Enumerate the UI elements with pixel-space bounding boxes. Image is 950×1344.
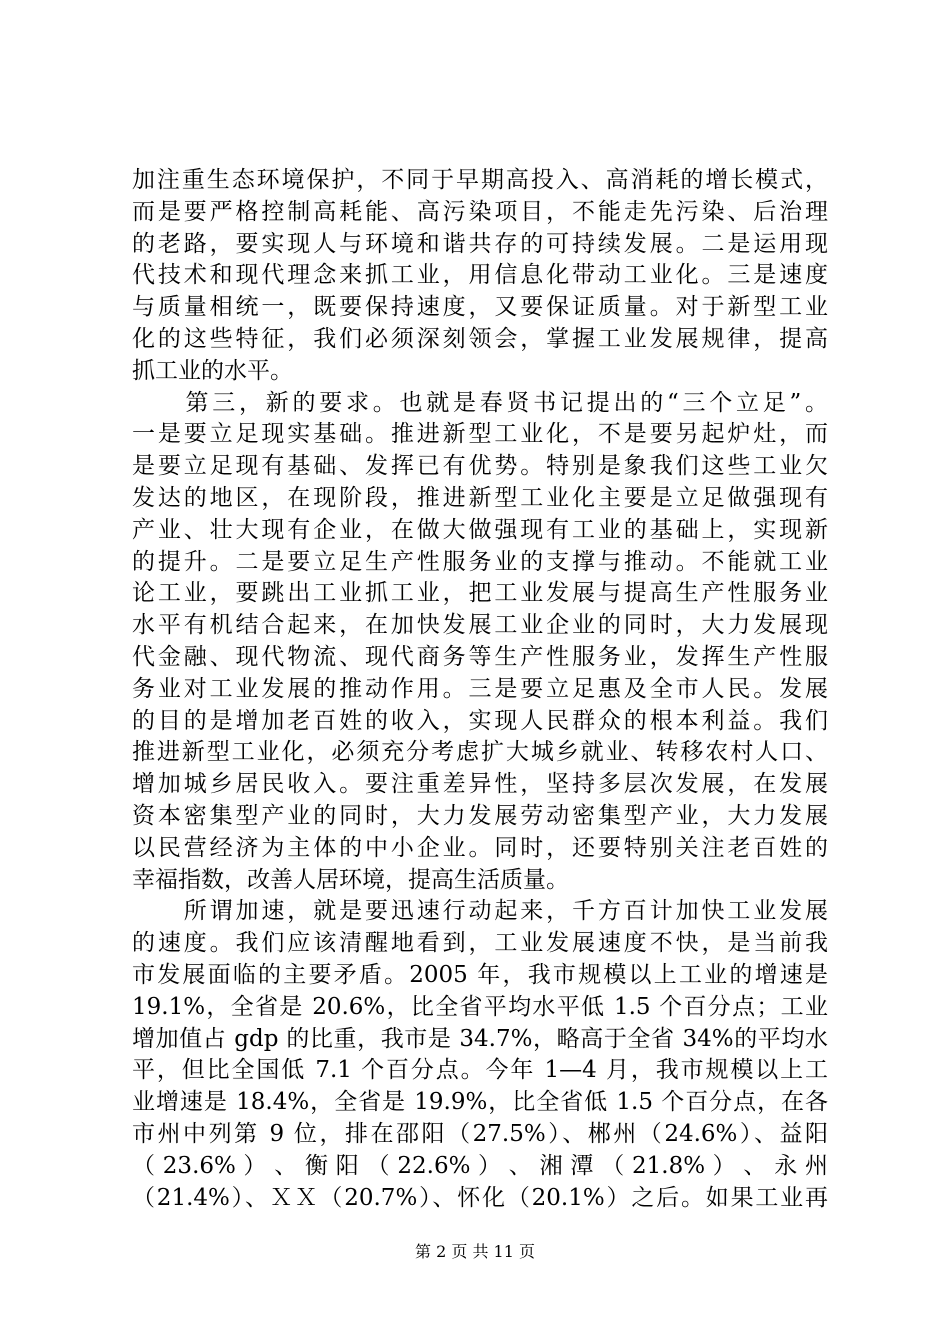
text-line: 市发展面临的主要矛盾。2005 年，我市规模以上工业的增速是 (132, 961, 828, 988)
text-line: （ 23.6% ） 、 衡 阳 （ 22.6% ） 、 湘 潭 （ 21.8% ） 、 永 州 (132, 1152, 828, 1179)
text-line: 代金融、现代物流、现代商务等生产性服务业，发挥生产性服 (132, 643, 828, 670)
text-line: 与质量相统一，既要保持速度，又要保证质量。对于新型工业 (132, 294, 828, 321)
text-line: 资本密集型产业的同时，大力发展劳动密集型产业，大力发展 (132, 802, 828, 829)
body-text (132, 165, 828, 1214)
text-line: 水平有机结合起来，在加快发展工业企业的同时，大力发展现 (132, 612, 828, 639)
text-line: 代技术和现代理念来抓工业，用信息化带动工业化。三是速度 (132, 262, 828, 289)
text-line: 加注重生态环境保护，不同于早期高投入、高消耗的增长模式， (132, 167, 828, 193)
text-line: 第三，新的要求。也就是春贤书记提出的“三个立足”。 (132, 389, 828, 416)
text-line: 的老路，要实现人与环境和谐共存的可持续发展。二是运用现 (132, 230, 828, 257)
text-line: 增加值占 gdp 的比重，我市是 34.7%，略高于全省 34%的平均水 (132, 1025, 828, 1052)
text-line: 的提升。二是要立足生产性服务业的支撑与推动。不能就工业 (132, 548, 828, 575)
text-line: 一是要立足现实基础。推进新型工业化，不是要另起炉灶，而 (132, 421, 828, 448)
text-line: 平，但比全国低 7.1 个百分点。今年 1—4 月，我市规模以上工 (132, 1057, 828, 1084)
text-line: （21.4%）、ＸＸ（20.7%）、怀化（20.1%）之后。如果工业再 (132, 1184, 828, 1211)
text-line: 化的这些特征，我们必须深刻领会，掌握工业发展规律，提高 (132, 325, 828, 352)
text-line: 推进新型工业化，必须充分考虑扩大城乡就业、转移农村人口、 (132, 739, 828, 766)
page-footer: 第 2 页 共 11 页 (415, 1242, 535, 1261)
text-line: 以民营经济为主体的中小企业。同时，还要特别关注老百姓的 (132, 834, 828, 861)
text-line: 业增速是 18.4%，全省是 19.9%，比全省低 1.5 个百分点，在各 (132, 1089, 828, 1116)
text-line: 务业对工业发展的推动作用。三是要立足惠及全市人民。发展 (132, 675, 828, 702)
text-line: 发达的地区，在现阶段，推进新型工业化主要是立足做强现有 (132, 484, 828, 511)
text-line: 增加城乡居民收入。要注重差异性，坚持多层次发展，在发展 (132, 771, 828, 798)
text-line: 抓工业的水平。 (132, 357, 293, 384)
text-line: 是要立足现有基础、发挥已有优势。特别是象我们这些工业欠 (132, 453, 828, 480)
text-line: 论工业，要跳出工业抓工业，把工业发展与提高生产性服务业 (132, 580, 828, 607)
text-line: 的目的是增加老百姓的收入，实现人民群众的根本利益。我们 (132, 707, 828, 734)
text-line: 19.1%，全省是 20.6%，比全省平均水平低 1.5 个百分点；工业 (132, 993, 828, 1020)
text-line: 市州中列第 9 位，排在邵阳（27.5%）、郴州（24.6%）、益阳 (132, 1120, 828, 1147)
text-line: 幸福指数，改善人居环境，提高生活质量。 (132, 866, 569, 893)
text-line: 产业、壮大现有企业，在做大做强现有工业的基础上，实现新 (132, 516, 828, 543)
text-line: 的速度。我们应该清醒地看到，工业发展速度不快，是当前我 (132, 930, 828, 957)
text-line: 所谓加速，就是要迅速行动起来，千方百计加快工业发展 (132, 898, 828, 925)
text-line: 而是要严格控制高耗能、高污染项目，不能走先污染、后治理 (132, 198, 828, 225)
